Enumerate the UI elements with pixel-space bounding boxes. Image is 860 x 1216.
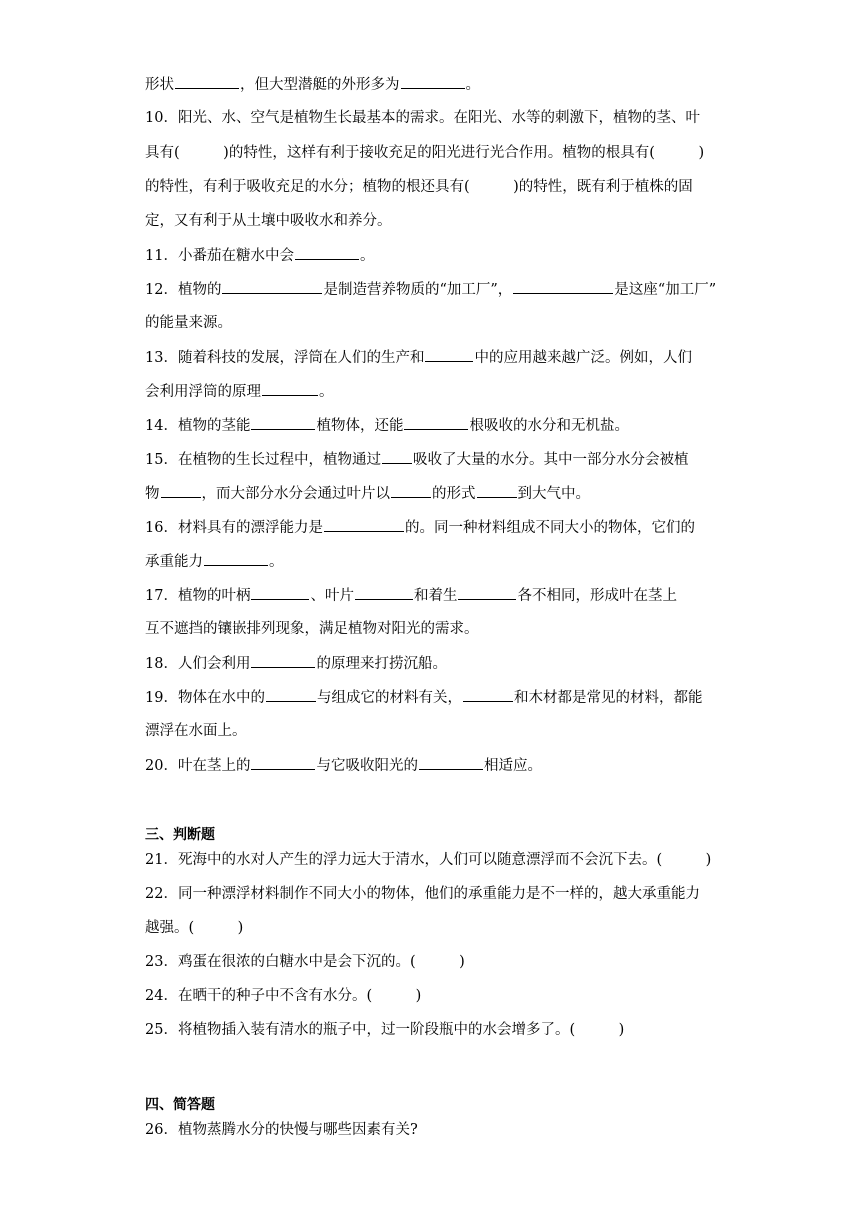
answer-blank[interactable] <box>222 279 322 294</box>
question-17: 17．植物的叶柄 、叶片 和着生 各不相同，形成叶在茎上 <box>145 585 677 606</box>
question-18: 18．人们会利用 的原理来打捞沉船。 <box>145 653 447 674</box>
answer-blank[interactable] <box>324 517 404 532</box>
text-line: 互不遮挡的镶嵌排列现象，满足植物对阳光的需求。 <box>145 621 479 637</box>
question-19: 19．物体在水中的 与组成它的材料有关， 和木材都是常见的材料，都能 <box>145 687 702 708</box>
text-line: 漂浮在水面上。 <box>145 723 247 739</box>
question-22: 22．同一种漂浮材料制作不同大小的物体，他们的承重能力是不一样的，越大承重能力 <box>145 886 700 902</box>
answer-blank[interactable] <box>251 653 315 668</box>
question-10: 10．阳光、水、空气是植物生长最基本的需求。在阳光、水等的刺激下，植物的茎、叶 <box>145 110 700 126</box>
question-26: 26．植物蒸腾水分的快慢与哪些因素有关? <box>145 1122 418 1138</box>
text-line: 承重能力 。 <box>145 551 284 572</box>
text-line: 物 ，而大部分水分会通过叶片以 的形式 到大气中。 <box>145 483 590 504</box>
answer-blank[interactable] <box>251 755 315 770</box>
question-14: 14．植物的茎能 植物体，还能 根吸收的水分和无机盐。 <box>145 415 629 436</box>
answer-blank[interactable] <box>295 245 359 260</box>
answer-blank[interactable] <box>251 585 309 600</box>
question-12: 12．植物的 是制造营养物质的“加工厂”， 是这座“加工厂” <box>145 279 716 300</box>
text-line: 的特性，有利于吸收充足的水分；植物的根还具有( )的特性，既有利于植株的固 <box>145 179 693 195</box>
answer-blank[interactable] <box>404 415 468 430</box>
question-16: 16．材料具有的漂浮能力是 的。同一种材料组成不同大小的物体，它们的 <box>145 517 695 538</box>
question-15: 15．在植物的生长过程中，植物通过 吸收了大量的水分。其中一部分水分会被植 <box>145 449 688 470</box>
question-13: 13．随着科技的发展，浮筒在人们的生产和 中的应用越来越广泛。例如，人们 <box>145 347 692 368</box>
text-line: 越强。( ) <box>145 920 244 936</box>
question-20: 20．叶在茎上的 与它吸收阳光的 相适应。 <box>145 755 542 776</box>
answer-blank[interactable] <box>251 415 315 430</box>
question-11: 11．小番茄在糖水中会 。 <box>145 245 374 266</box>
answer-blank[interactable] <box>175 74 239 89</box>
answer-blank[interactable] <box>161 483 201 498</box>
answer-blank[interactable] <box>463 687 513 702</box>
text-line: 的能量来源。 <box>145 315 232 331</box>
text-line: 会利用浮筒的原理 。 <box>145 381 334 402</box>
answer-blank[interactable] <box>419 755 483 770</box>
answer-blank[interactable] <box>477 483 517 498</box>
answer-blank[interactable] <box>382 449 412 464</box>
answer-blank[interactable] <box>513 279 613 294</box>
question-21: 21．死海中的水对人产生的浮力远大于清水，人们可以随意漂浮而不会沉下去。( ) <box>145 852 712 868</box>
text-line: 形状 ，但大型潜艇的外形多为 。 <box>145 74 480 95</box>
answer-blank[interactable] <box>401 74 465 89</box>
answer-blank[interactable] <box>266 687 316 702</box>
question-23: 23．鸡蛋在很浓的白糖水中是会下沉的。( ) <box>145 954 465 970</box>
question-24: 24．在晒干的种子中不含有水分。( ) <box>145 988 422 1004</box>
answer-blank[interactable] <box>391 483 431 498</box>
answer-blank[interactable] <box>425 347 473 362</box>
answer-blank[interactable] <box>458 585 516 600</box>
question-25: 25．将植物插入装有清水的瓶子中，过一阶段瓶中的水会增多了。( ) <box>145 1022 625 1038</box>
section-title-short-answer: 四、简答题 <box>145 1097 215 1113</box>
text-line: 定，又有利于从土壤中吸收水和养分。 <box>145 213 392 229</box>
section-title-judgement: 三、判断题 <box>145 827 215 843</box>
answer-blank[interactable] <box>204 551 268 566</box>
text-line: 具有( )的特性，这样有利于接收充足的阳光进行光合作用。植物的根具有( ) <box>145 145 705 161</box>
answer-blank[interactable] <box>262 381 318 396</box>
answer-blank[interactable] <box>355 585 413 600</box>
